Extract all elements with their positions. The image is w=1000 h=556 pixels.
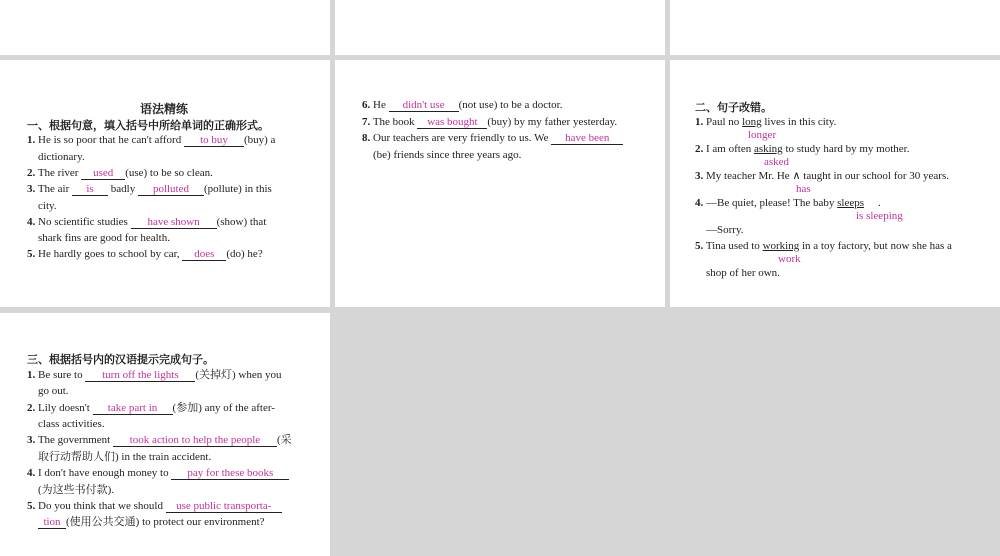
item-text: He hardly goes to school by car, xyxy=(38,248,183,260)
item-text: Paul no xyxy=(706,116,743,128)
item-text: The book xyxy=(372,116,418,128)
s1b-item-6 xyxy=(362,98,562,112)
error-word: sleeps xyxy=(837,197,865,209)
item-number: 5. xyxy=(27,248,36,260)
answer: polluted xyxy=(152,183,189,195)
item-text: (关掉灯) when you xyxy=(195,369,282,381)
item-text: The river xyxy=(37,167,82,179)
answer: was bought xyxy=(427,116,478,128)
item-text: I am often xyxy=(706,143,754,155)
answer: pay for these books xyxy=(187,467,274,479)
error-word: asking xyxy=(753,143,783,155)
s3-item-4-cont: (为这些书付款). xyxy=(38,484,115,496)
s2-item-4 xyxy=(695,196,881,210)
item-number: 4. xyxy=(695,197,704,209)
item-number: 1. xyxy=(27,134,36,146)
item-text: (buy) by my father yesterday. xyxy=(487,116,618,128)
item-number: 2. xyxy=(695,143,704,155)
s1-item-4-cont: shark fins are good for health. xyxy=(38,232,170,244)
item-text: badly xyxy=(108,183,138,195)
s1-item-3 xyxy=(27,182,272,196)
item-text: I don't have enough money to xyxy=(38,467,172,479)
section3-header: 三、根据括号内的汉语提示完成句子。 xyxy=(27,353,214,366)
s3-item-5-cont xyxy=(38,515,265,529)
s3-item-1 xyxy=(27,368,282,382)
item-text: (参加) any of the after- xyxy=(172,402,275,414)
panel-complete-sentences xyxy=(0,313,330,556)
item-text: to study hard by my mother. xyxy=(782,143,910,155)
s1-item-1 xyxy=(27,133,275,147)
s1-item-4 xyxy=(27,215,266,229)
item-number: 6. xyxy=(362,99,371,111)
answer: to buy xyxy=(200,134,228,146)
answer: tion xyxy=(43,516,61,528)
s1b-item-7 xyxy=(362,115,617,129)
correction: work xyxy=(778,253,801,265)
s2-item-5-cont: shop of her own. xyxy=(706,267,780,279)
top-panel-left xyxy=(0,0,330,55)
item-number: 4. xyxy=(27,216,36,228)
item-number: 4. xyxy=(27,467,36,479)
s2-item-1 xyxy=(695,115,836,129)
item-text: My teacher Mr. He xyxy=(706,170,793,182)
s2-item-5 xyxy=(695,239,952,253)
correction: is sleeping xyxy=(856,210,903,222)
item-number: 3. xyxy=(27,183,36,195)
item-text: Be sure to xyxy=(38,369,86,381)
section2-header: 二、句子改错。 xyxy=(695,101,772,114)
error-word: working xyxy=(762,240,800,252)
item-text: (use) to be so clean. xyxy=(125,167,213,179)
s1-item-3-cont: city. xyxy=(38,200,57,212)
s3-item-3-cont: 取行动帮助人们) in the train accident. xyxy=(38,451,212,463)
panel-grammar-part2 xyxy=(335,60,665,307)
answer: have shown xyxy=(147,216,200,228)
item-text: The air xyxy=(37,183,73,195)
panel-grammar-part1 xyxy=(0,60,330,307)
item-text: (not use) to be a doctor. xyxy=(458,99,563,111)
item-text: in a toy factory, but now she has a xyxy=(799,240,952,252)
item-number: 1. xyxy=(695,116,704,128)
s3-item-4 xyxy=(27,466,289,480)
answer: turn off the lights xyxy=(102,369,179,381)
item-number: 7. xyxy=(362,116,371,128)
answer: is xyxy=(86,183,94,195)
item-text: Our teachers are very friendly to us. We xyxy=(373,132,552,144)
s1b-item-8 xyxy=(362,131,623,145)
item-text: Do you think that we should xyxy=(38,500,166,512)
item-number: 2. xyxy=(27,167,36,179)
item-number: 5. xyxy=(695,240,704,252)
item-number: 3. xyxy=(695,170,704,182)
item-text: . xyxy=(878,197,881,209)
answer: have been xyxy=(565,132,610,144)
top-panel-right xyxy=(670,0,1000,55)
s1-item-5 xyxy=(27,247,263,261)
error-word: long xyxy=(742,116,762,128)
s3-item-2-cont: class activities. xyxy=(38,418,105,430)
answer: take part in xyxy=(107,402,158,414)
correction: asked xyxy=(764,156,790,168)
insert-mark: ∧ xyxy=(792,170,801,182)
s3-item-1-cont: go out. xyxy=(38,385,69,397)
answer: took action to help the people xyxy=(129,434,261,446)
s1-item-1-cont: dictionary. xyxy=(38,151,85,163)
s3-item-2 xyxy=(27,401,275,415)
s2-item-4-cont: —Sorry. xyxy=(706,224,744,236)
correction: has xyxy=(796,183,811,195)
item-text: taught in our school for 30 years. xyxy=(800,170,949,182)
section1-header: 一、根据句意，填入括号中所给单词的正确形式。 xyxy=(27,119,269,132)
section-title: 语法精练 xyxy=(140,102,189,116)
answer: didn't use xyxy=(402,99,445,111)
item-text: (show) that xyxy=(216,216,267,228)
item-text: (使用公共交通) to protect our environment? xyxy=(66,516,265,528)
item-text: (buy) a xyxy=(243,134,276,146)
item-number: 8. xyxy=(362,132,371,144)
answer: used xyxy=(93,167,114,179)
item-text: (采 xyxy=(276,434,292,446)
item-text: He xyxy=(373,99,389,111)
answer: does xyxy=(194,248,215,260)
s3-item-5 xyxy=(27,499,282,513)
s2-item-3 xyxy=(695,169,949,183)
top-panel-middle xyxy=(335,0,665,55)
s3-item-3 xyxy=(27,433,292,447)
item-text: (do) he? xyxy=(226,248,263,260)
item-number: 3. xyxy=(27,434,36,446)
correction: longer xyxy=(748,129,777,141)
item-text: (pollute) in this xyxy=(203,183,272,195)
item-text: Lily doesn't xyxy=(38,402,93,414)
s1b-item-8-cont: (be) friends since three years ago. xyxy=(373,149,522,161)
answer: use public transporta- xyxy=(176,500,272,512)
item-text: —Be quiet, please! The baby xyxy=(706,197,838,209)
item-text: The government xyxy=(37,434,113,446)
item-text: He is so poor that he can't afford xyxy=(38,134,184,146)
item-text: lives in this city. xyxy=(761,116,837,128)
item-number: 2. xyxy=(27,402,36,414)
item-number: 1. xyxy=(27,369,36,381)
s1-item-2 xyxy=(27,166,213,180)
item-number: 5. xyxy=(27,500,36,512)
s2-item-2 xyxy=(695,142,909,156)
item-text: Tina used to xyxy=(705,240,763,252)
panel-error-correction xyxy=(670,60,1000,307)
item-text: No scientific studies xyxy=(38,216,131,228)
